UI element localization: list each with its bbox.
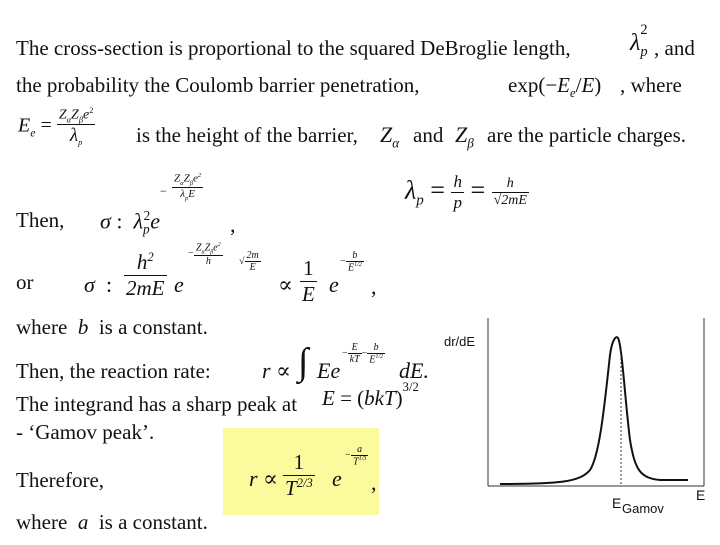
- gamov-peak-text: - ‘Gamov peak’.: [16, 420, 155, 444]
- where-a-text: [16, 512, 208, 533]
- z-alpha: $Z_\alpha$: [380, 122, 400, 151]
- where-b-text: [16, 317, 208, 338]
- therefore-text: Therefore,: [16, 468, 105, 492]
- line2-end: , where: [620, 73, 682, 97]
- z-beta: $Z_\beta$: [455, 122, 474, 151]
- and-text: and: [413, 123, 444, 147]
- where-a-word: where: [16, 510, 68, 534]
- or-text: or: [16, 270, 34, 294]
- ee-definition: $E_e$ = $\frac{Z_\alpha Z_\beta e^2}{\lambda_p}$: [18, 106, 94, 148]
- y-axis-label: dr/dE: [444, 334, 476, 349]
- peak-energy-label: E: [612, 495, 622, 511]
- barrier-exponential: $\exp(-E_e/E)$: [508, 73, 602, 101]
- charges-text: are the particle charges.: [487, 123, 686, 147]
- symbol-a: a: [72, 510, 94, 534]
- line1-text: The cross-section is proportional to the squared DeBroglie length,: [16, 36, 571, 60]
- line1-end: , and: [654, 36, 695, 60]
- barrier-height-text: is the height of the barrier,: [136, 123, 358, 147]
- where-b-rest: is a constant.: [98, 315, 208, 339]
- reaction-rate-text: Then, the reaction rate:: [16, 359, 211, 383]
- gamov-peak-plot: [440, 310, 718, 540]
- then-text: Then,: [16, 208, 65, 232]
- symbol-b: b: [72, 315, 94, 339]
- gamov-peak-curve: [500, 337, 688, 484]
- where-b-word: where: [16, 315, 68, 339]
- text-line-1: [16, 38, 571, 59]
- debroglie-relation: $\lambda_p$ = $\frac{h}{p}$ = $\frac{h}{√2mE}$: [405, 172, 527, 212]
- gamov-energy: E = (bkT)$^{3/2}$: [322, 380, 419, 410]
- where-a-rest: is a constant.: [98, 510, 208, 534]
- lambda-p-squared: λ p 2: [630, 22, 648, 60]
- text-line-2: the probability the Coulomb barrier penetration,: [16, 73, 420, 97]
- integrand-text: The integrand has a sharp peak at: [16, 392, 298, 416]
- gamov-peak-graph: [440, 310, 718, 540]
- peak-energy-subscript: Gamov: [622, 501, 664, 516]
- x-axis-label: E: [696, 487, 706, 503]
